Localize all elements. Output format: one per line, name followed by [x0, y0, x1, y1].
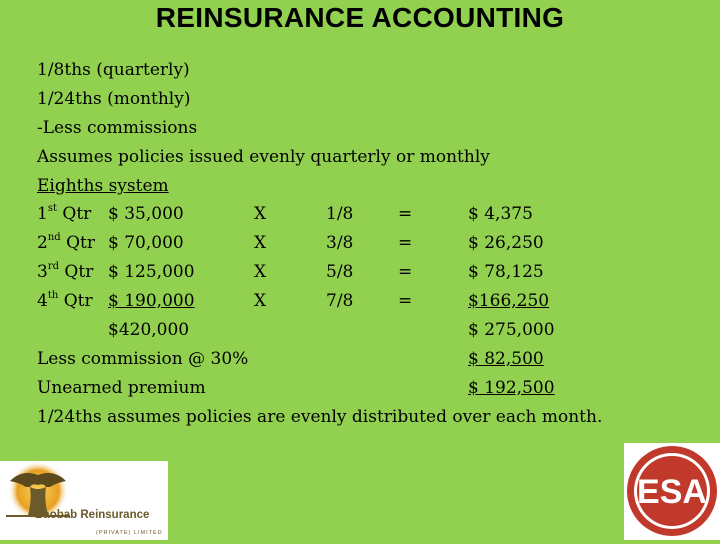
table-row	[0, 233, 720, 253]
result-total: $ 275,000	[468, 320, 555, 340]
premium-amount: $ 35,000	[108, 204, 184, 224]
result-amount: $ 78,125	[468, 262, 544, 282]
esa-logo	[624, 443, 720, 540]
baobab-tree-icon	[0, 461, 168, 540]
baobab-logo	[0, 461, 168, 540]
premium-total: $420,000	[108, 320, 190, 340]
quarter-ordinal: rd	[47, 261, 60, 272]
commission-row	[0, 349, 720, 369]
unearned-row	[0, 378, 720, 398]
section-heading-eighths: Eighths system	[37, 176, 169, 196]
table-row	[0, 291, 720, 311]
multiply-sign: X	[254, 291, 267, 311]
equals-sign: =	[398, 291, 413, 311]
quarter-label: Qtr	[64, 262, 94, 282]
text-line-monthly: 1/24ths (monthly)	[37, 89, 191, 109]
fraction: 5/8	[326, 262, 354, 282]
text-line-commissions: -Less commissions	[37, 118, 198, 138]
slide-title: REINSURANCE ACCOUNTING	[155, 2, 565, 33]
result-amount: $ 4,375	[468, 204, 533, 224]
unearned-label: Unearned premium	[37, 378, 206, 398]
totals-row	[0, 320, 720, 340]
equals-sign: =	[398, 233, 413, 253]
quarter-number: 4	[37, 291, 48, 311]
fraction: 1/8	[326, 204, 354, 224]
quarter-label: Qtr	[66, 233, 95, 253]
quarter-ordinal: nd	[47, 232, 61, 243]
equals-sign: =	[398, 262, 413, 282]
esa-emblem-icon	[624, 443, 720, 540]
commission-value: $ 82,500	[468, 349, 544, 369]
multiply-sign: X	[254, 233, 267, 253]
premium-amount: $ 125,000	[108, 262, 195, 282]
equals-sign: =	[398, 204, 413, 224]
quarter-ordinal: th	[47, 290, 59, 301]
result-amount: $ 26,250	[468, 233, 544, 253]
baobab-logo-name: Baobab Reinsurance	[35, 509, 150, 521]
table-row	[0, 204, 720, 224]
text-line-assumption: Assumes policies issued evenly quarterly or monthly	[37, 147, 490, 167]
multiply-sign: X	[254, 204, 267, 224]
unearned-value: $ 192,500	[468, 378, 555, 398]
quarter-number: 3	[37, 262, 48, 282]
text-line-footer: 1/24ths assumes policies are evenly distributed over each month.	[37, 407, 603, 427]
commission-label: Less commission @ 30%	[37, 349, 249, 369]
quarter-number: 1	[37, 204, 48, 224]
fraction: 7/8	[326, 291, 354, 311]
quarter-label: Qtr	[62, 204, 92, 224]
text-line-quarterly: 1/8ths (quarterly)	[37, 60, 190, 80]
multiply-sign: X	[254, 262, 267, 282]
quarter-number: 2	[37, 233, 48, 253]
result-amount: $166,250	[468, 291, 550, 311]
quarter-ordinal: st	[47, 203, 57, 214]
table-row	[0, 262, 720, 282]
premium-amount: $ 190,000	[108, 291, 195, 311]
quarter-label: Qtr	[63, 291, 93, 311]
fraction: 3/8	[326, 233, 354, 253]
esa-logo-text: ESA	[637, 473, 707, 511]
premium-amount: $ 70,000	[108, 233, 184, 253]
baobab-logo-sub: (PRIVATE) LIMITED	[96, 530, 163, 536]
